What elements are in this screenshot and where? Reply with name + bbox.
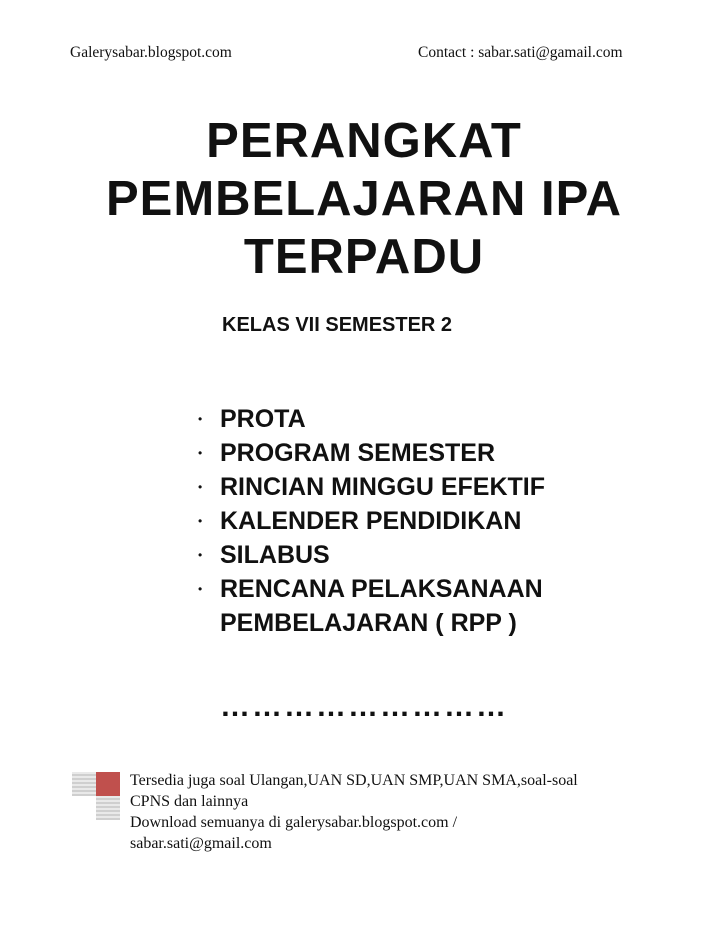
list-item-label: PEMBELAJARAN ( RPP ) bbox=[220, 609, 517, 637]
header-site: Galerysabar.blogspot.com bbox=[70, 44, 232, 61]
list-item bbox=[196, 572, 545, 606]
red-square-icon bbox=[96, 772, 120, 796]
contents-list bbox=[196, 402, 545, 640]
footer-note bbox=[130, 770, 700, 854]
footer-line: CPNS dan lainnya bbox=[130, 793, 249, 810]
bullet-icon: • bbox=[198, 480, 203, 494]
list-item-label: PROTA bbox=[220, 405, 306, 433]
footer-line: Tersedia juga soal Ulangan,UAN SD,UAN SMP,UAN SMA,soal-soal bbox=[130, 772, 578, 789]
list-item bbox=[196, 504, 545, 538]
bullet-icon: • bbox=[198, 514, 203, 528]
bullet-icon: • bbox=[198, 582, 203, 596]
list-item-continuation bbox=[196, 606, 545, 640]
footer-line: Download semuanya di galerysabar.blogspot.com / bbox=[130, 814, 458, 831]
title-line-2: PEMBELAJARAN IPA bbox=[105, 172, 623, 226]
page-title bbox=[30, 112, 698, 286]
footer-line: sabar.sati@gmail.com bbox=[130, 835, 272, 852]
title-line-1: PERANGKAT bbox=[206, 114, 522, 168]
list-item-label: RINCIAN MINGGU EFEKTIF bbox=[220, 473, 545, 501]
dotted-placeholder: ……………………… bbox=[220, 690, 508, 723]
decorative-squares-icon bbox=[72, 772, 122, 822]
list-item-label: KALENDER PENDIDIKAN bbox=[220, 507, 522, 535]
bullet-icon: • bbox=[198, 446, 203, 460]
gray-square-icon bbox=[96, 796, 120, 820]
gray-square-icon bbox=[72, 772, 96, 796]
list-item bbox=[196, 402, 545, 436]
list-item-label: PROGRAM SEMESTER bbox=[220, 439, 496, 467]
list-item bbox=[196, 470, 545, 504]
class-semester-subtitle: KELAS VII SEMESTER 2 bbox=[222, 314, 453, 336]
list-item-label: RENCANA PELAKSANAAN bbox=[220, 575, 543, 603]
list-item bbox=[196, 538, 545, 572]
title-line-3: TERPADU bbox=[243, 230, 485, 284]
bullet-icon: • bbox=[198, 412, 203, 426]
list-item-label: SILABUS bbox=[220, 541, 330, 569]
bullet-icon: • bbox=[198, 548, 203, 562]
list-item bbox=[196, 436, 545, 470]
header-contact: Contact : sabar.sati@gamail.com bbox=[418, 44, 623, 61]
